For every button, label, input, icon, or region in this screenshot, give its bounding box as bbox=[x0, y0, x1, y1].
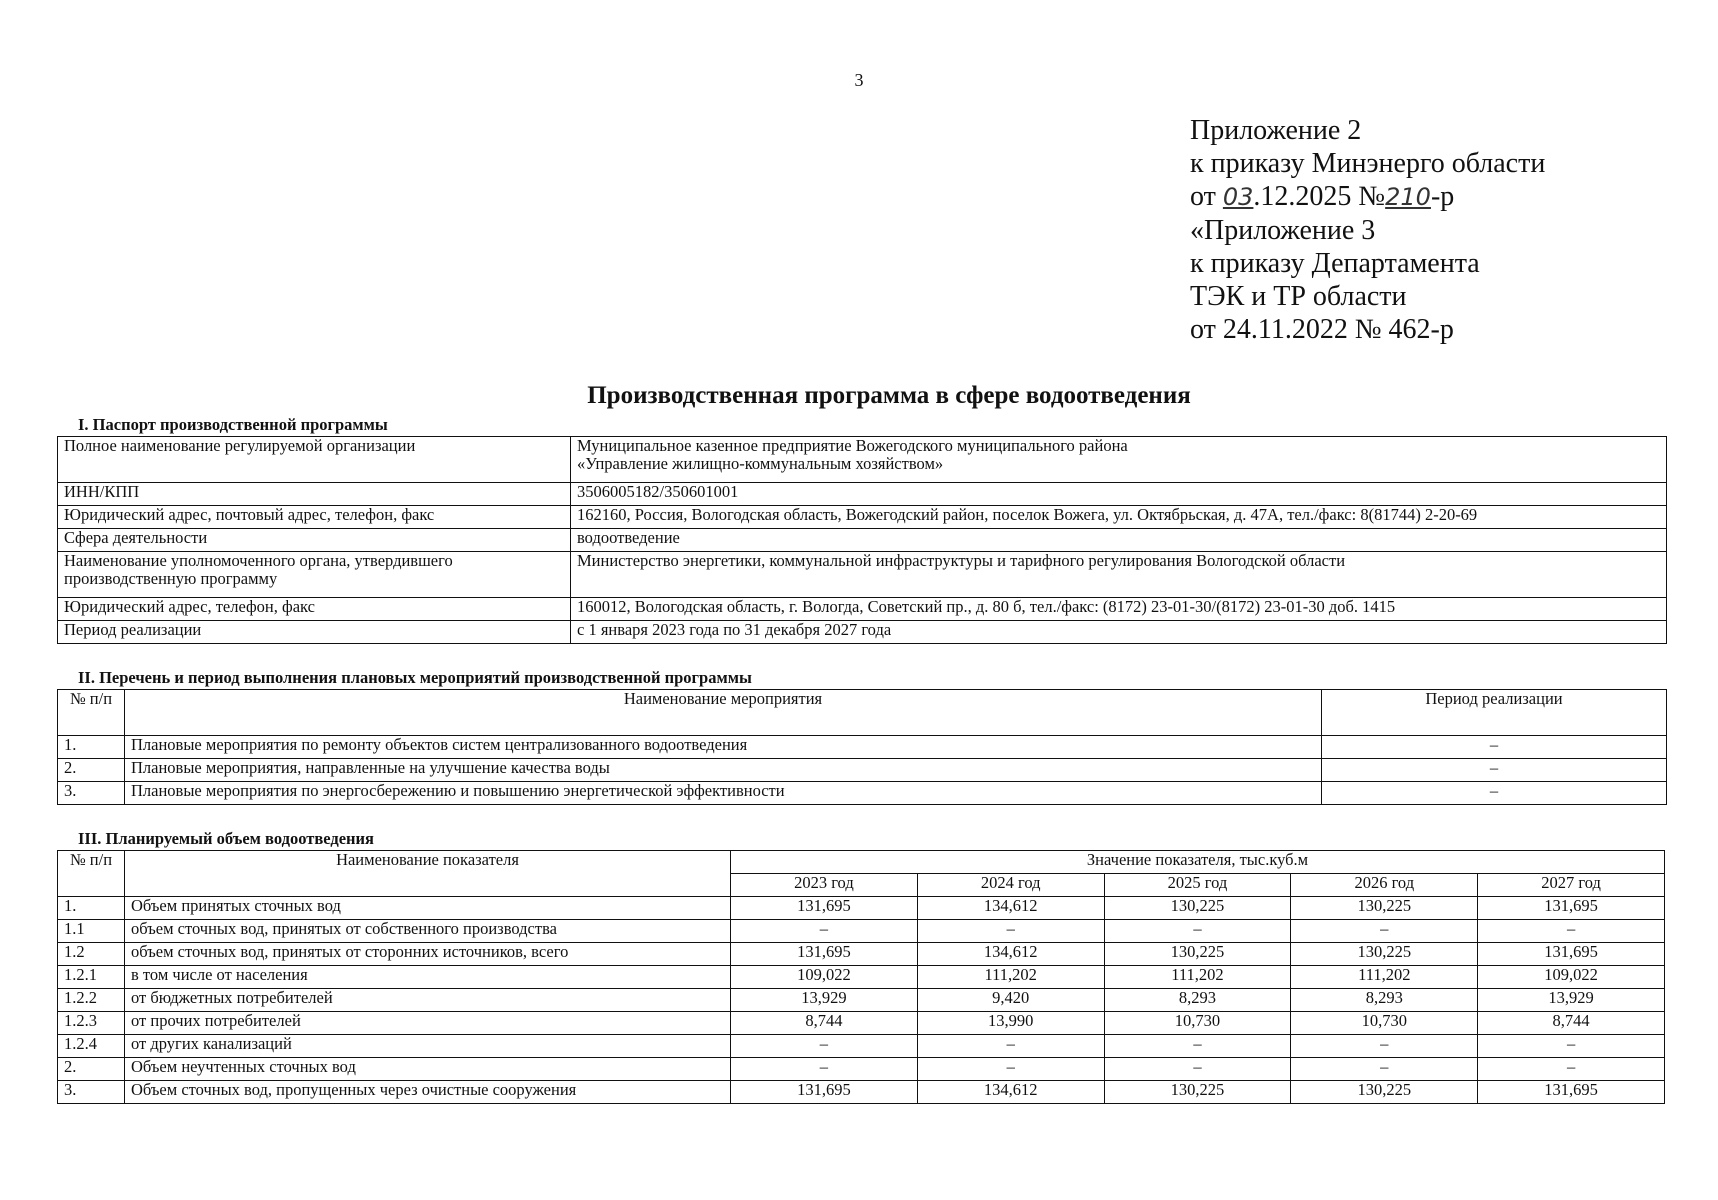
indicator-value: 111,202 bbox=[1291, 966, 1478, 989]
indicator-value: 8,293 bbox=[1291, 989, 1478, 1012]
activity-period: – bbox=[1322, 736, 1667, 759]
table-row bbox=[58, 759, 1667, 782]
indicator-value: 13,929 bbox=[1478, 989, 1665, 1012]
section-1-title: I. Паспорт производственной программы bbox=[78, 415, 388, 434]
indicator-value: 8,293 bbox=[1104, 989, 1291, 1012]
appendix-line-2: к приказу Минэнерго области bbox=[1190, 148, 1546, 179]
row-num: 1.2.3 bbox=[58, 1012, 125, 1035]
passport-value: с 1 января 2023 года по 31 декабря 2027 года bbox=[571, 621, 1667, 644]
indicator-value: 109,022 bbox=[731, 966, 918, 989]
header-year: 2027 год bbox=[1478, 874, 1665, 897]
indicator-value: – bbox=[1478, 1035, 1665, 1058]
table-row bbox=[58, 943, 1665, 966]
row-num: 3. bbox=[58, 1081, 125, 1104]
indicator-name: Объем сточных вод, пропущенных через очистные сооружения bbox=[125, 1081, 731, 1104]
passport-label: Сфера деятельности bbox=[58, 529, 571, 552]
passport-value: 162160, Россия, Вологодская область, Вожегодский район, поселок Вожега, ул. Октябрьская, д. 47А, тел./факс: 8(81744) 2-20-69 bbox=[571, 506, 1667, 529]
indicator-value: 109,022 bbox=[1478, 966, 1665, 989]
indicator-name: Объем принятых сточных вод bbox=[125, 897, 731, 920]
appendix-block bbox=[1190, 114, 1545, 346]
table-row bbox=[58, 552, 1667, 598]
table-row bbox=[58, 1035, 1665, 1058]
header-year: 2026 год bbox=[1291, 874, 1478, 897]
indicator-value: 131,695 bbox=[1478, 943, 1665, 966]
appendix-line-4: «Приложение 3 bbox=[1190, 215, 1376, 246]
indicator-value: 13,929 bbox=[731, 989, 918, 1012]
header-period: Период реализации bbox=[1322, 690, 1667, 736]
handwritten-day: 03 bbox=[1222, 183, 1254, 211]
table-header-row bbox=[58, 851, 1665, 874]
indicator-name: в том числе от населения bbox=[125, 966, 731, 989]
passport-label: ИНН/КПП bbox=[58, 483, 571, 506]
passport-value: 160012, Вологодская область, г. Вологда, Советский пр., д. 80 б, тел./факс: (8172) 23-01-30/(8172) 23-01-30 доб. 1415 bbox=[571, 598, 1667, 621]
header-year: 2024 год bbox=[917, 874, 1104, 897]
passport-value-line: Муниципальное казенное предприятие Вожегодского муниципального района bbox=[577, 436, 1128, 455]
indicator-value: – bbox=[917, 1058, 1104, 1081]
row-num: 1.1 bbox=[58, 920, 125, 943]
row-num: 1.2.4 bbox=[58, 1035, 125, 1058]
table-row bbox=[58, 782, 1667, 805]
row-num: 1.2.1 bbox=[58, 966, 125, 989]
passport-value: водоотведение bbox=[571, 529, 1667, 552]
indicator-value: – bbox=[1291, 1035, 1478, 1058]
passport-value: 3506005182/350601001 bbox=[571, 483, 1667, 506]
section-2-title: II. Перечень и период выполнения плановых мероприятий производственной программы bbox=[78, 668, 752, 687]
table-row bbox=[58, 920, 1665, 943]
indicator-value: 130,225 bbox=[1291, 897, 1478, 920]
page-number: 3 bbox=[854, 70, 864, 90]
appendix-line-3 bbox=[1190, 180, 1545, 214]
indicator-name: от бюджетных потребителей bbox=[125, 989, 731, 1012]
appendix-date-suffix: -р bbox=[1430, 181, 1455, 212]
row-num: 1. bbox=[58, 736, 125, 759]
table-row bbox=[58, 897, 1665, 920]
indicator-value: 9,420 bbox=[917, 989, 1104, 1012]
row-num: 2. bbox=[58, 1058, 125, 1081]
activity-name: Плановые мероприятия по ремонту объектов систем централизованного водоотведения bbox=[125, 736, 1322, 759]
indicator-value: 131,695 bbox=[1478, 897, 1665, 920]
indicator-name: объем сточных вод, принятых от сторонних источников, всего bbox=[125, 943, 731, 966]
appendix-line-5: к приказу Департамента bbox=[1190, 248, 1480, 279]
indicator-value: 130,225 bbox=[1291, 943, 1478, 966]
row-num: 1.2 bbox=[58, 943, 125, 966]
table-row bbox=[58, 1081, 1665, 1104]
table-row bbox=[58, 966, 1665, 989]
passport-label: Юридический адрес, телефон, факс bbox=[58, 598, 571, 621]
indicator-value: 130,225 bbox=[1104, 943, 1291, 966]
table-row bbox=[58, 529, 1667, 552]
appendix-date-prefix: от bbox=[1190, 181, 1216, 212]
table-row bbox=[58, 483, 1667, 506]
row-num: 1. bbox=[58, 897, 125, 920]
table-header-row bbox=[58, 690, 1667, 736]
indicator-value: 10,730 bbox=[1291, 1012, 1478, 1035]
indicator-value: 130,225 bbox=[1104, 1081, 1291, 1104]
table-row bbox=[58, 1012, 1665, 1035]
activity-period: – bbox=[1322, 759, 1667, 782]
header-value-group: Значение показателя, тыс.куб.м bbox=[731, 851, 1665, 874]
header-num: № п/п bbox=[58, 690, 125, 736]
indicator-value: 131,695 bbox=[731, 1081, 918, 1104]
section-3-title: III. Планируемый объем водоотведения bbox=[78, 829, 374, 848]
passport-value bbox=[571, 437, 1667, 483]
indicator-value: – bbox=[1104, 1058, 1291, 1081]
table-row bbox=[58, 621, 1667, 644]
appendix-line-1: Приложение 2 bbox=[1190, 115, 1362, 146]
indicator-value: – bbox=[1291, 1058, 1478, 1081]
appendix-line-6: ТЭК и ТР области bbox=[1190, 281, 1407, 312]
indicator-value: 134,612 bbox=[917, 897, 1104, 920]
activity-name: Плановые мероприятия по энергосбережению и повышению энергетической эффективности bbox=[125, 782, 1322, 805]
document-title: Производственная программа в сфере водоотведения bbox=[587, 382, 1191, 409]
indicator-name: от прочих потребителей bbox=[125, 1012, 731, 1035]
table-row bbox=[58, 437, 1667, 483]
appendix-line-7: от 24.11.2022 № 462-р bbox=[1190, 314, 1454, 345]
handwritten-order-number: 210 bbox=[1385, 183, 1431, 211]
table-row bbox=[58, 506, 1667, 529]
passport-value: Министерство энергетики, коммунальной инфраструктуры и тарифного регулирования Вологодской области bbox=[571, 552, 1667, 598]
indicator-value: – bbox=[1104, 920, 1291, 943]
indicator-value: – bbox=[731, 920, 918, 943]
passport-value-line: «Управление жилищно-коммунальным хозяйством» bbox=[577, 454, 944, 473]
activity-name: Плановые мероприятия, направленные на улучшение качества воды bbox=[125, 759, 1322, 782]
indicator-value: 134,612 bbox=[917, 1081, 1104, 1104]
indicator-value: – bbox=[731, 1035, 918, 1058]
indicator-name: от других канализаций bbox=[125, 1035, 731, 1058]
passport-label: Юридический адрес, почтовый адрес, телефон, факс bbox=[58, 506, 571, 529]
table-row bbox=[58, 736, 1667, 759]
indicator-value: 131,695 bbox=[731, 897, 918, 920]
indicator-value: 10,730 bbox=[1104, 1012, 1291, 1035]
header-year: 2025 год bbox=[1104, 874, 1291, 897]
indicator-value: 134,612 bbox=[917, 943, 1104, 966]
indicator-value: 131,695 bbox=[731, 943, 918, 966]
indicator-value: – bbox=[1104, 1035, 1291, 1058]
passport-table bbox=[57, 436, 1667, 644]
activities-table bbox=[57, 689, 1667, 805]
header-year: 2023 год bbox=[731, 874, 918, 897]
indicator-value: – bbox=[917, 1035, 1104, 1058]
table-row bbox=[58, 598, 1667, 621]
activity-period: – bbox=[1322, 782, 1667, 805]
indicator-name: объем сточных вод, принятых от собственного производства bbox=[125, 920, 731, 943]
passport-label: Наименование уполномоченного органа, утвердившего производственную программу bbox=[58, 552, 571, 598]
header-indicator-name: Наименование показателя bbox=[125, 851, 731, 897]
indicator-value: 8,744 bbox=[1478, 1012, 1665, 1035]
indicator-value: 111,202 bbox=[1104, 966, 1291, 989]
row-num: 2. bbox=[58, 759, 125, 782]
table-row bbox=[58, 1058, 1665, 1081]
header-activity-name: Наименование мероприятия bbox=[125, 690, 1322, 736]
indicator-value: – bbox=[1478, 1058, 1665, 1081]
indicator-value: – bbox=[731, 1058, 918, 1081]
indicator-value: 130,225 bbox=[1104, 897, 1291, 920]
indicator-value: – bbox=[917, 920, 1104, 943]
indicator-name: Объем неучтенных сточных вод bbox=[125, 1058, 731, 1081]
indicator-value: 131,695 bbox=[1478, 1081, 1665, 1104]
appendix-date-mid: .12.2025 № bbox=[1253, 181, 1386, 212]
indicator-value: 13,990 bbox=[917, 1012, 1104, 1035]
indicator-value: 111,202 bbox=[917, 966, 1104, 989]
passport-label: Период реализации bbox=[58, 621, 571, 644]
passport-label: Полное наименование регулируемой организации bbox=[58, 437, 571, 483]
row-num: 1.2.2 bbox=[58, 989, 125, 1012]
table-row bbox=[58, 989, 1665, 1012]
indicator-value: – bbox=[1291, 920, 1478, 943]
indicator-value: – bbox=[1478, 920, 1665, 943]
indicator-value: 130,225 bbox=[1291, 1081, 1478, 1104]
indicator-value: 8,744 bbox=[731, 1012, 918, 1035]
row-num: 3. bbox=[58, 782, 125, 805]
volume-table bbox=[57, 850, 1665, 1104]
header-num: № п/п bbox=[58, 851, 125, 897]
